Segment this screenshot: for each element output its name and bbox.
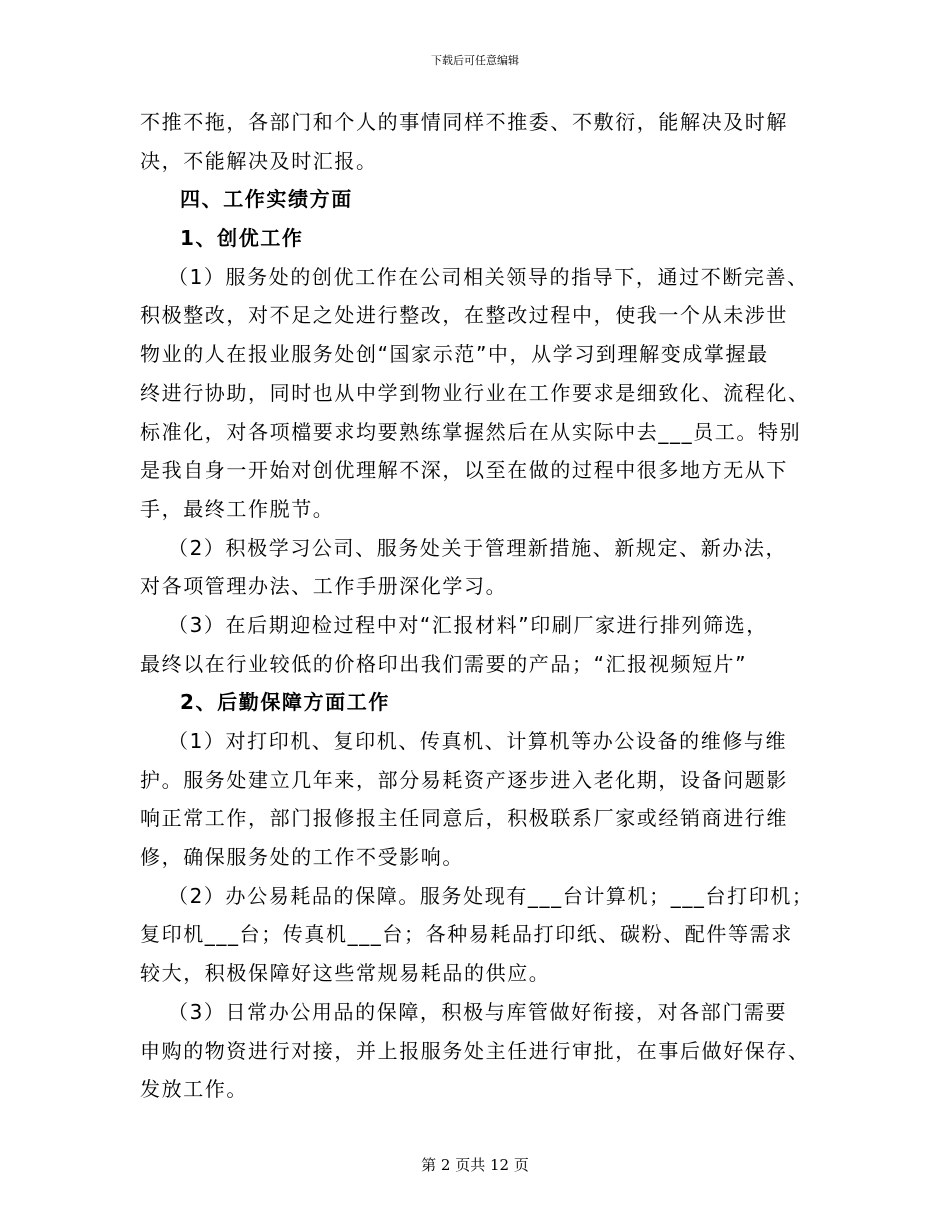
paragraph-line: 手，最终工作脱节。 (140, 496, 335, 521)
paragraph-line: （3）在后期迎检过程中对“汇报材料”印刷厂家进行排列筛选， (168, 612, 768, 637)
paragraph-line: 终进行协助，同时也从中学到物业行业在工作要求是细致化、流程化、 (140, 380, 810, 405)
paragraph-line: 标准化，对各项檔要求均要熟练掌握然后在从实际中去___员工。特别 (140, 419, 802, 444)
paragraph-line: （1）对打印机、复印机、传真机、计算机等办公设备的维修与维 (168, 729, 788, 753)
section-heading: 1、创优工作 (180, 226, 304, 251)
paragraph-line: （3）日常办公用品的保障，积极与库管做好衔接，对各部门需要 (168, 999, 788, 1024)
section-heading: 2、后勤保障方面工作 (180, 690, 390, 715)
section-heading: 四、工作实绩方面 (180, 187, 353, 212)
paragraph-line: 不推不拖，各部门和个人的事情同样不推委、不敷衍，能解决及时解 (140, 110, 788, 134)
paragraph-line: 申购的物资进行对接，并上报服务处主任进行审批，在事后做好保存、 (140, 1038, 810, 1063)
paragraph-line: 积极整改，对不足之处进行整改，在整改过程中，使我一个从未涉世 (140, 303, 788, 328)
paragraph-line: 发放工作。 (140, 1077, 248, 1102)
paragraph-line: 最终以在行业较低的价格印出我们需要的产品；“汇报视频短片” (140, 651, 748, 676)
paragraph-line: （2）办公易耗品的保障。服务处现有___台计算机；___台打印机； (168, 883, 814, 908)
paragraph-line: 对各项管理办法、工作手册深化学习。 (140, 574, 508, 599)
paragraph-line: 是我自身一开始对创优理解不深，以至在做的过程中很多地方无从下 (140, 458, 788, 483)
paragraph-line: 修，确保服务处的工作不受影响。 (140, 845, 464, 870)
document-body (140, 103, 830, 1109)
page-header: 下载后可任意编辑 (431, 54, 519, 67)
paragraph-line: 较大，积极保障好这些常规易耗品的供应。 (140, 961, 551, 986)
page-number: 第 2 页共 12 页 (421, 1156, 529, 1174)
paragraph-line: （1）服务处的创优工作在公司相关领导的指导下，通过不断完善、 (168, 264, 809, 289)
paragraph-line: 复印机___台；传真机___台；各种易耗品打印纸、碳粉、配件等需求 (140, 922, 793, 947)
paragraph-line: 护。服务处建立几年来，部分易耗资产逐步进入老化期，设备问题影 (140, 767, 788, 792)
paragraph-line: （2）积极学习公司、服务处关于管理新措施、新规定、新办法， (168, 535, 788, 560)
paragraph-line: 物业的人在报业服务处创“国家示范”中，从学习到理解变成掌握最 (140, 342, 769, 367)
paragraph-line: 决，不能解决及时汇报。 (140, 148, 378, 173)
paragraph-line: 响正常工作，部门报修报主任同意后，积极联系厂家或经销商进行维 (140, 806, 788, 831)
